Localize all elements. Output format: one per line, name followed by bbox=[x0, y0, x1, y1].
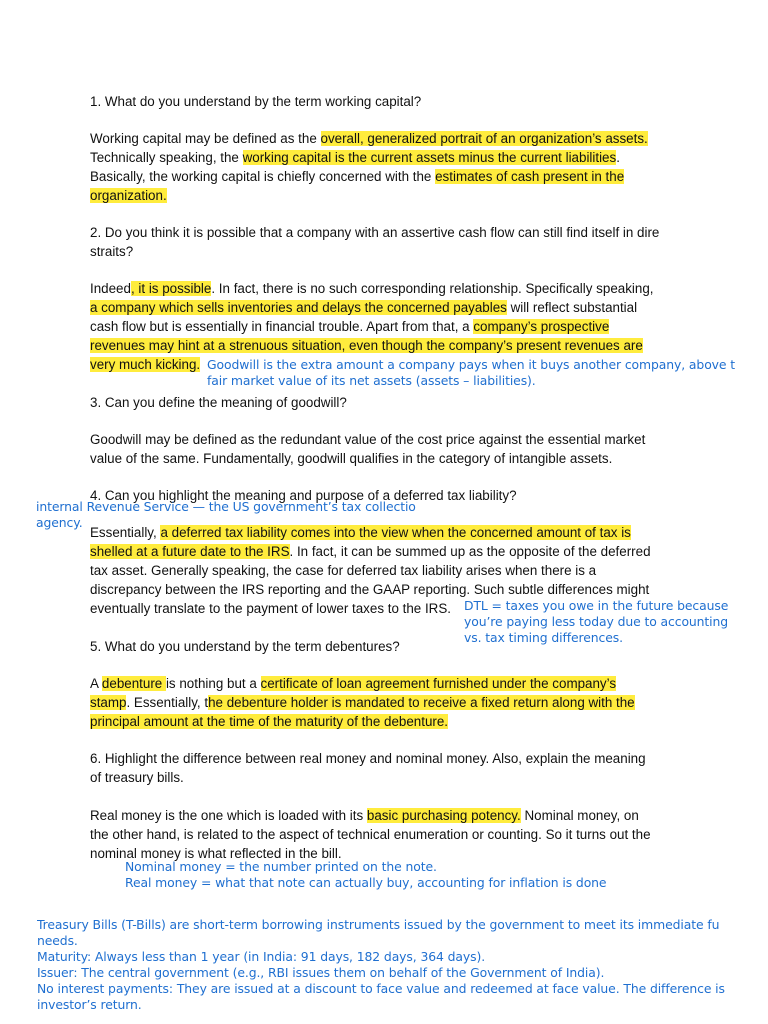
answer-6-line-2 bbox=[90, 825, 651, 844]
irs-annotation-line-1: internal Revenue Service — the US government’s tax collectio bbox=[36, 499, 416, 514]
body-text: 6. Highlight the difference between real money and nominal money. Also, explain the meaning bbox=[90, 751, 646, 766]
dtl-annotation-line-2: you’re paying less today due to accounting bbox=[464, 614, 729, 629]
highlighted-text: basic purchasing potency. bbox=[366, 808, 521, 823]
goodwill-annotation-line-2: fair market value of its net assets (assets – liabilities). bbox=[207, 373, 536, 388]
highlighted-text: very much kicking. bbox=[90, 357, 201, 372]
body-text: Basically, the working capital is chiefly concerned with the bbox=[90, 169, 436, 184]
treasury-bills-annotation-line-6: investor’s return. bbox=[37, 997, 142, 1012]
treasury-bills-annotation-line-4: Issuer: The central government (e.g., RBI issues them on behalf of the Government of India). bbox=[37, 965, 605, 980]
highlighted-text: working capital is the current assets minus the current liabilities bbox=[242, 150, 617, 165]
question-2-heading-line-2 bbox=[90, 242, 133, 261]
dtl-annotation bbox=[464, 598, 768, 646]
highlighted-text: principal amount at the time of the maturity of the debenture. bbox=[90, 714, 449, 729]
body-text: Goodwill may be defined as the redundant value of the cost price against the essential market bbox=[90, 432, 646, 447]
highlighted-text: debenture bbox=[101, 676, 166, 691]
body-text: 2. Do you think it is possible that a company with an assertive cash flow can still find itself in dire bbox=[90, 225, 660, 240]
body-text: eventually translate to the payment of lower taxes to the IRS. bbox=[90, 601, 451, 616]
money-annotation-line-1: Nominal money = the number printed on the note. bbox=[125, 859, 437, 874]
body-text: discrepancy between the IRS reporting and the GAAP reporting. Such subtle differences might bbox=[90, 582, 650, 597]
question-1-heading bbox=[90, 92, 421, 111]
goodwill-annotation-line-1: Goodwill is the extra amount a company pays when it buys another company, above t bbox=[207, 357, 736, 372]
highlighted-text: , it is possible bbox=[130, 281, 212, 296]
body-text: straits? bbox=[90, 244, 134, 259]
body-text: A bbox=[90, 676, 102, 691]
highlighted-text: estimates of cash present in the bbox=[435, 169, 625, 184]
highlighted-text: stamp bbox=[90, 695, 127, 710]
highlighted-text: shelled at a future date to the IRS bbox=[90, 544, 290, 559]
body-text: will reflect substantial bbox=[506, 300, 638, 315]
body-text: . In fact, it can be summed up as the opposite of the deferred bbox=[289, 544, 651, 559]
highlighted-text: company’s prospective bbox=[473, 319, 610, 334]
body-text: 3. Can you define the meaning of goodwill? bbox=[90, 395, 347, 410]
answer-6-line-1 bbox=[90, 806, 639, 825]
question-5-heading bbox=[90, 637, 400, 656]
treasury-bills-annotation-line-2: needs. bbox=[37, 933, 78, 948]
answer-5-line-1 bbox=[90, 674, 616, 693]
answer-3-line-2 bbox=[90, 449, 612, 468]
highlighted-text: a company which sells inventories and delays the concerned payables bbox=[90, 300, 507, 315]
answer-1-line-3 bbox=[90, 167, 624, 186]
answer-4-line-3 bbox=[90, 561, 596, 580]
treasury-bills-annotation-line-3: Maturity: Always less than 1 year (in India: 91 days, 182 days, 364 days). bbox=[37, 949, 486, 964]
answer-2-line-5 bbox=[90, 355, 200, 374]
highlighted-text: certificate of loan agreement furnished under the company’s bbox=[260, 676, 617, 691]
highlighted-text: organization. bbox=[90, 188, 167, 203]
body-text: 4. Can you highlight the meaning and purpose of a deferred tax liability? bbox=[90, 488, 517, 503]
answer-2-line-1 bbox=[90, 279, 654, 298]
body-text: Indeed bbox=[90, 281, 131, 296]
question-3-heading bbox=[90, 393, 347, 412]
answer-4-line-4 bbox=[90, 580, 649, 599]
answer-1-line-1 bbox=[90, 129, 648, 148]
money-annotation bbox=[125, 859, 768, 891]
highlighted-text: overall, generalized portrait of an organization’s assets. bbox=[320, 131, 648, 146]
irs-annotation-line-2: agency. bbox=[36, 515, 83, 530]
answer-1-line-2 bbox=[90, 148, 620, 167]
question-6-heading-line-1 bbox=[90, 749, 646, 768]
money-annotation-line-2: Real money = what that note can actually buy, accounting for inflation is done bbox=[125, 875, 607, 890]
highlighted-text: revenues may hint at a strenuous situation, even though the company’s present revenues are bbox=[90, 338, 643, 353]
highlighted-text: he debenture holder is mandated to receive a fixed return along with the bbox=[208, 695, 635, 710]
body-text: . In fact, there is no such corresponding relationship. Specifically speaking, bbox=[211, 281, 654, 296]
answer-4-line-2 bbox=[90, 542, 651, 561]
answer-2-line-2 bbox=[90, 298, 637, 317]
body-text: . Essentially, t bbox=[126, 695, 209, 710]
answer-5-line-3 bbox=[90, 712, 448, 731]
body-text: . bbox=[616, 150, 620, 165]
goodwill-annotation bbox=[207, 357, 768, 389]
answer-3-line-1 bbox=[90, 430, 645, 449]
answer-4-line-5 bbox=[90, 599, 451, 618]
answer-2-line-4 bbox=[90, 336, 643, 355]
body-text: 1. What do you understand by the term working capital? bbox=[90, 94, 422, 109]
answer-5-line-2 bbox=[90, 693, 635, 712]
body-text: the other hand, is related to the aspect of technical enumeration or counting. So it turns out the bbox=[90, 827, 651, 842]
treasury-bills-annotation-line-1: Treasury Bills (T-Bills) are short-term borrowing instruments issued by the government to meet its immediate fu bbox=[37, 917, 720, 932]
body-text: nominal money is what reflected in the bill. bbox=[90, 846, 342, 861]
answer-1-line-4 bbox=[90, 186, 167, 205]
body-text: tax asset. Generally speaking, the case for deferred tax liability arises when there is a bbox=[90, 563, 597, 578]
dtl-annotation-line-3: vs. tax timing differences. bbox=[464, 630, 623, 645]
body-text: Real money is the one which is loaded with its bbox=[90, 808, 367, 823]
body-text: Essentially, bbox=[90, 525, 161, 540]
treasury-bills-annotation-line-5: No interest payments: They are issued at a discount to face value and redeemed at face value. The difference is bbox=[37, 981, 725, 996]
body-text: Working capital may be defined as the bbox=[90, 131, 321, 146]
body-text: 5. What do you understand by the term debentures? bbox=[90, 639, 400, 654]
body-text: Nominal money, on bbox=[520, 808, 639, 823]
body-text: Technically speaking, the bbox=[90, 150, 243, 165]
question-6-heading-line-2 bbox=[90, 768, 184, 787]
question-2-heading-line-1 bbox=[90, 223, 659, 242]
treasury-bills-annotation bbox=[37, 917, 768, 1013]
answer-2-line-3 bbox=[90, 317, 609, 336]
body-text: value of the same. Fundamentally, goodwill qualifies in the category of intangible assets. bbox=[90, 451, 613, 466]
dtl-annotation-line-1: DTL = taxes you owe in the future because bbox=[464, 598, 729, 613]
body-text: cash flow but is essentially in financial trouble. Apart from that, a bbox=[90, 319, 474, 334]
body-text: is nothing but a bbox=[165, 676, 261, 691]
highlighted-text: a deferred tax liability comes into the view when the concerned amount of tax is bbox=[160, 525, 631, 540]
irs-annotation bbox=[36, 499, 426, 531]
body-text: of treasury bills. bbox=[90, 770, 184, 785]
